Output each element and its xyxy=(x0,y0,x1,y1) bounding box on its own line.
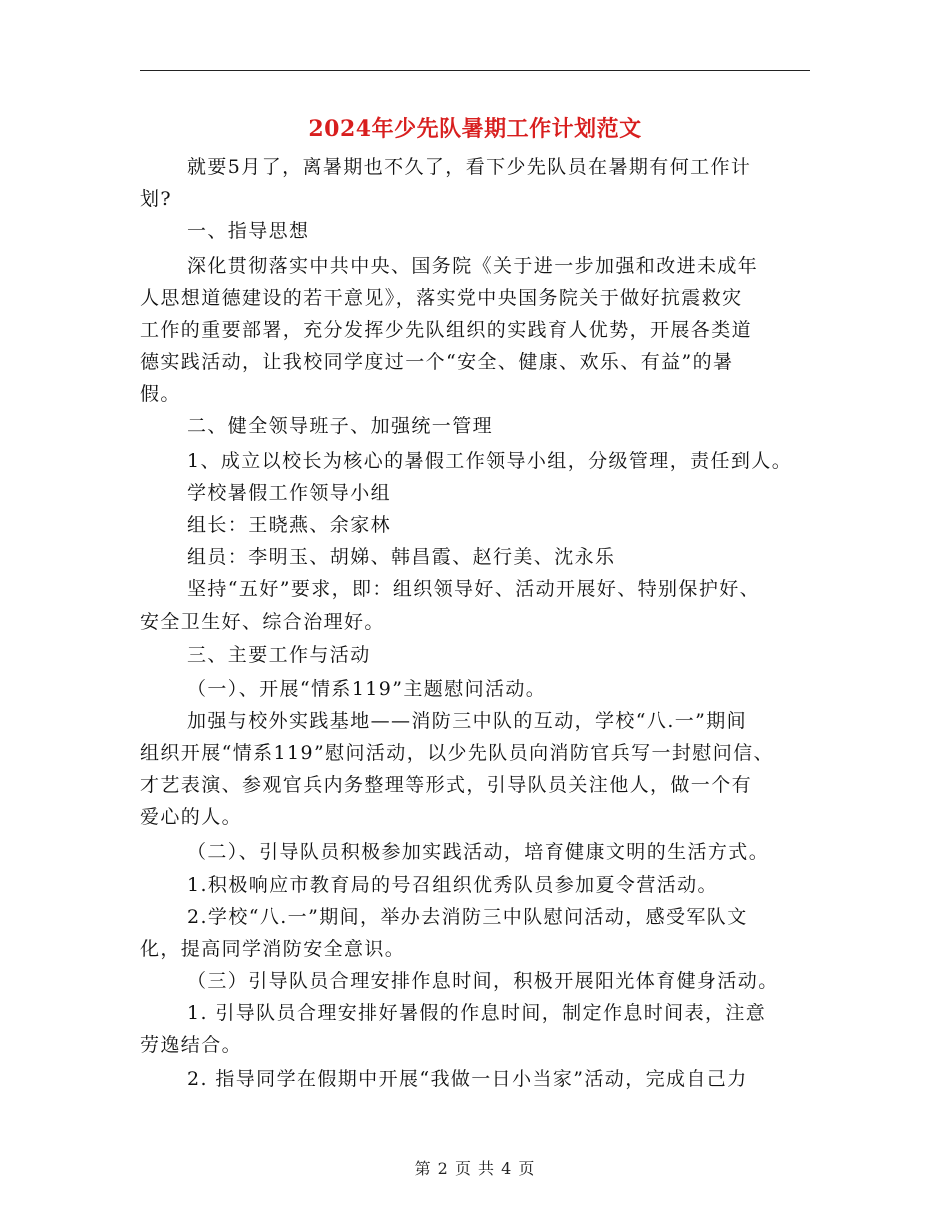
paragraph-line: 安全卫生好、综合治理好。 xyxy=(140,611,385,633)
paragraph-line: 2. 指导同学在假期中开展“我做一日小当家”活动，完成自己力 xyxy=(187,1068,748,1090)
paragraph-line: 劳逸结合。 xyxy=(140,1034,243,1056)
paragraph-line: 加强与校外实践基地——消防三中队的互动，学校“八.一”期间 xyxy=(187,710,748,732)
paragraph-line: 划? xyxy=(140,188,172,210)
section-heading: 二、健全领导班子、加强统一管理 xyxy=(187,415,494,437)
paragraph-line: 1.积极响应市教育局的号召组织优秀队员参加夏令营活动。 xyxy=(187,874,718,896)
subsection-heading: （三）引导队员合理安排作息时间，积极开展阳光体育健身活动。 xyxy=(187,970,779,992)
document-title: 2024年少先队暑期工作计划范文 xyxy=(308,116,642,142)
paragraph-line: 就要5月了，离暑期也不久了，看下少先队员在暑期有何工作计 xyxy=(187,156,752,178)
paragraph-line: 学校暑假工作领导小组 xyxy=(187,482,392,504)
paragraph-line: 工作的重要部署，充分发挥少先队组织的实践育人优势，开展各类道 xyxy=(140,319,753,341)
paragraph-line: 坚持“五好”要求，即：组织领导好、活动开展好、特别保护好、 xyxy=(187,578,761,600)
paragraph-line: 化，提高同学消防安全意识。 xyxy=(140,938,406,960)
paragraph-line: 组织开展“情系119”慰问活动，以少先队员向消防官兵写一封慰问信、 xyxy=(140,742,774,764)
paragraph-line: 才艺表演、参观官兵内务整理等形式，引导队员关注他人，做一个有 xyxy=(140,774,753,796)
paragraph-line: 假。 xyxy=(140,383,181,405)
paragraph-line: 组员：李明玉、胡娣、韩昌霞、赵行美、沈永乐 xyxy=(187,546,616,568)
section-heading: 一、指导思想 xyxy=(187,220,310,242)
paragraph-line: 人思想道德建设的若干意见》，落实党中央国务院关于做好抗震救灾 xyxy=(140,287,743,309)
paragraph-line: 组长：王晓燕、余家林 xyxy=(187,514,392,536)
page-number: 第 2 页 共 4 页 xyxy=(414,1159,536,1178)
paragraph-line: 2.学校“八.一”期间，举办去消防三中队慰问活动，感受军队文 xyxy=(187,906,748,928)
header-rule xyxy=(140,70,810,71)
paragraph-line: 德实践活动，让我校同学度过一个“安全、健康、欢乐、有益”的暑 xyxy=(140,351,734,373)
section-heading: 三、主要工作与活动 xyxy=(187,644,371,666)
subsection-heading: （一）、开展“情系119”主题慰问活动。 xyxy=(187,678,547,700)
paragraph-line: 爱心的人。 xyxy=(140,806,243,828)
subsection-heading: （二）、引导队员积极参加实践活动，培育健康文明的生活方式。 xyxy=(187,841,770,863)
paragraph-line: 深化贯彻落实中共中央、国务院《关于进一步加强和改进未成年 xyxy=(187,255,759,277)
paragraph-line: 1. 引导队员合理安排好暑假的作息时间，制定作息时间表，注意 xyxy=(187,1002,767,1024)
paragraph-line: 1、成立以校长为核心的暑假工作领导小组，分级管理，责任到人。 xyxy=(187,450,793,472)
